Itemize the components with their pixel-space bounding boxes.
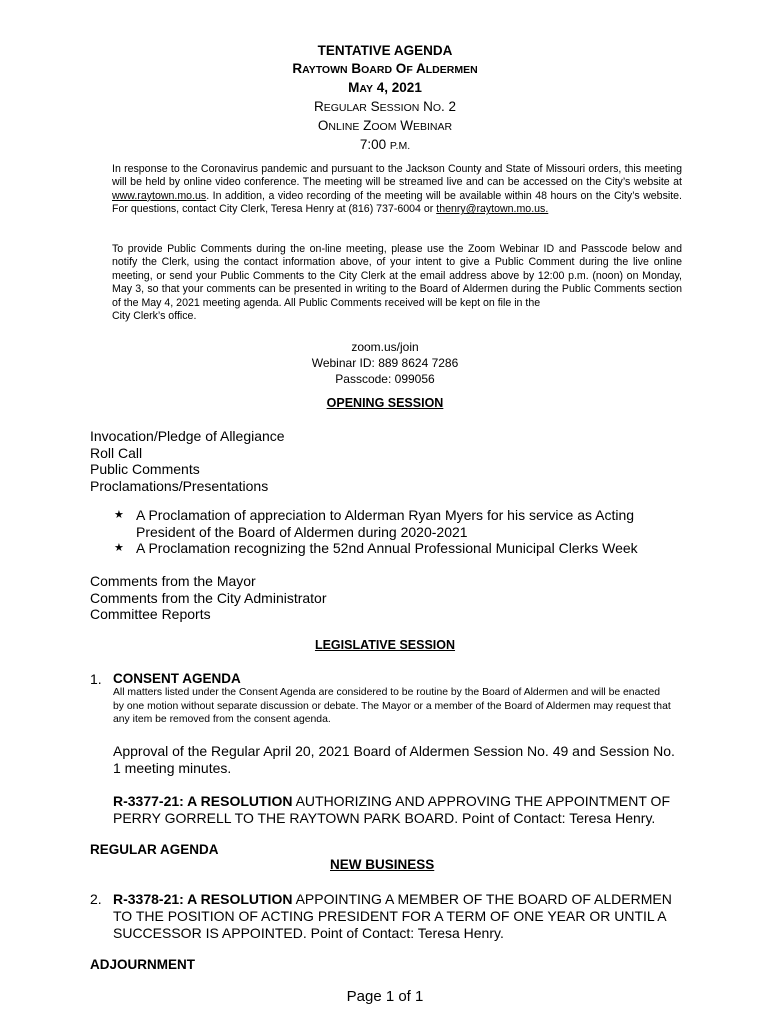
resolution-r3377: R-3377-21: A RESOLUTION AUTHORIZING AND APPROVING THE APPOINTMENT OF PERRY GORRELL TO THE RAYTOWN PARK BOARD. Point of Contact: Teresa Henry.: [113, 793, 670, 826]
consent-agenda-description: All matters listed under the Consent Agenda are considered to be routine by the Board of Aldermen and will be enacted by one motion without separate discussion or debate. The Mayor or a member of the Board of Aldermen may request that any item be removed from the consent agenda.: [113, 687, 671, 726]
proclamation-item: ★ A Proclamation recognizing the 52nd Annual Professional Municipal Clerks Week: [114, 540, 638, 556]
agenda-title: TENTATIVE AGENDA: [317, 43, 453, 58]
item-number: 1.: [90, 671, 102, 687]
meeting-format: ONLINE ZOOM WEBINAR: [317, 118, 453, 133]
adjournment-title: ADJOURNMENT: [90, 957, 196, 972]
item-number: 2.: [90, 891, 102, 907]
resolution-r3378: R-3378-21: A RESOLUTION APPOINTING A MEMBER OF THE BOARD OF ALDERMEN TO THE POSITION OF ACTING PRESIDENT FOR A TERM OF ONE YEAR OR UNTIL A SUCCESSOR IS APPOINTED. Point of Contact: Teresa Henry.: [113, 891, 672, 941]
list-item: Comments from the City Administrator: [90, 589, 327, 606]
list-item: Roll Call: [90, 444, 143, 461]
proclamation-list: [112, 507, 672, 557]
consent-agenda-title: CONSENT AGENDA: [113, 671, 241, 686]
list-item: Proclamations/Presentations: [90, 477, 269, 494]
proclamation-item: ★ A Proclamation of appreciation to Alderman Ryan Myers for his service as Acting President of the Board of Aldermen during 2020-2021: [114, 507, 635, 540]
zoom-url: zoom.us/join: [351, 340, 419, 354]
website-link[interactable]: www.raytown.mo.us: [112, 189, 207, 202]
list-item: Committee Reports: [90, 606, 211, 622]
page-number: Page 1 of 1: [346, 988, 424, 1005]
regular-agenda-title: REGULAR AGENDA: [90, 842, 219, 857]
meeting-time: 7:00 P.M.: [359, 137, 411, 152]
email-link[interactable]: thenry@raytown.mo.us.: [436, 203, 549, 216]
passcode: Passcode: 099056: [335, 372, 435, 386]
minutes-approval: Approval of the Regular April 20, 2021 Board of Aldermen Session No. 49 and Session No. 1 meeting minutes.: [113, 743, 675, 776]
agenda-header: [0, 42, 770, 155]
opening-session-title: OPENING SESSION: [326, 396, 444, 410]
list-item: Comments from the Mayor: [90, 573, 256, 589]
comments-items: [90, 573, 327, 623]
webinar-id: Webinar ID: 889 8624 7286: [311, 356, 459, 370]
zoom-info: [0, 339, 770, 387]
list-item: Invocation/Pledge of Allegiance: [90, 428, 285, 444]
meeting-date: MAY 4, 2021: [348, 80, 422, 95]
intro-paragraph-2: To provide Public Comments during the on-line meeting, please use the Zoom Webinar ID and Passcode below and notify the Clerk, using the contact information above, of your intent to give a Public Comment during the live online meeting, or send your Public Comments to the City Clerk at the email address above by 12:00 p.m. (noon) on Monday, May 3, so that your comments can be presented in writing to the Board of Aldermen during the Public Comments section of the May 4, 2021 meeting agenda. All Public Comments received will be kept on file in the City Clerk’s office.: [112, 243, 682, 323]
legislative-session-title: LEGISLATIVE SESSION: [314, 638, 456, 652]
star-icon: ★: [114, 509, 124, 521]
intro-paragraph-1: In response to the Coronavirus pandemic and pursuant to the Jackson County and State of Missouri orders, this meeting will be held by online video conference. The meeting will be streamed live and can be accessed on the City’s website at www.raytown.mo.us. In addition, a video recording of the meeting will be available within 48 hours on the City’s website. For questions, contact City Clerk, Teresa Henry at (816) 737-6004 or thenry@raytown.mo.us.: [112, 163, 682, 216]
new-business-title: NEW BUSINESS: [330, 857, 435, 872]
board-name: RAYTOWN BOARD OF ALDERMEN: [292, 61, 478, 76]
session-number: REGULAR SESSION NO. 2: [313, 99, 457, 114]
list-item: Public Comments: [90, 461, 200, 477]
star-icon: ★: [114, 542, 124, 554]
opening-items: [90, 428, 285, 494]
